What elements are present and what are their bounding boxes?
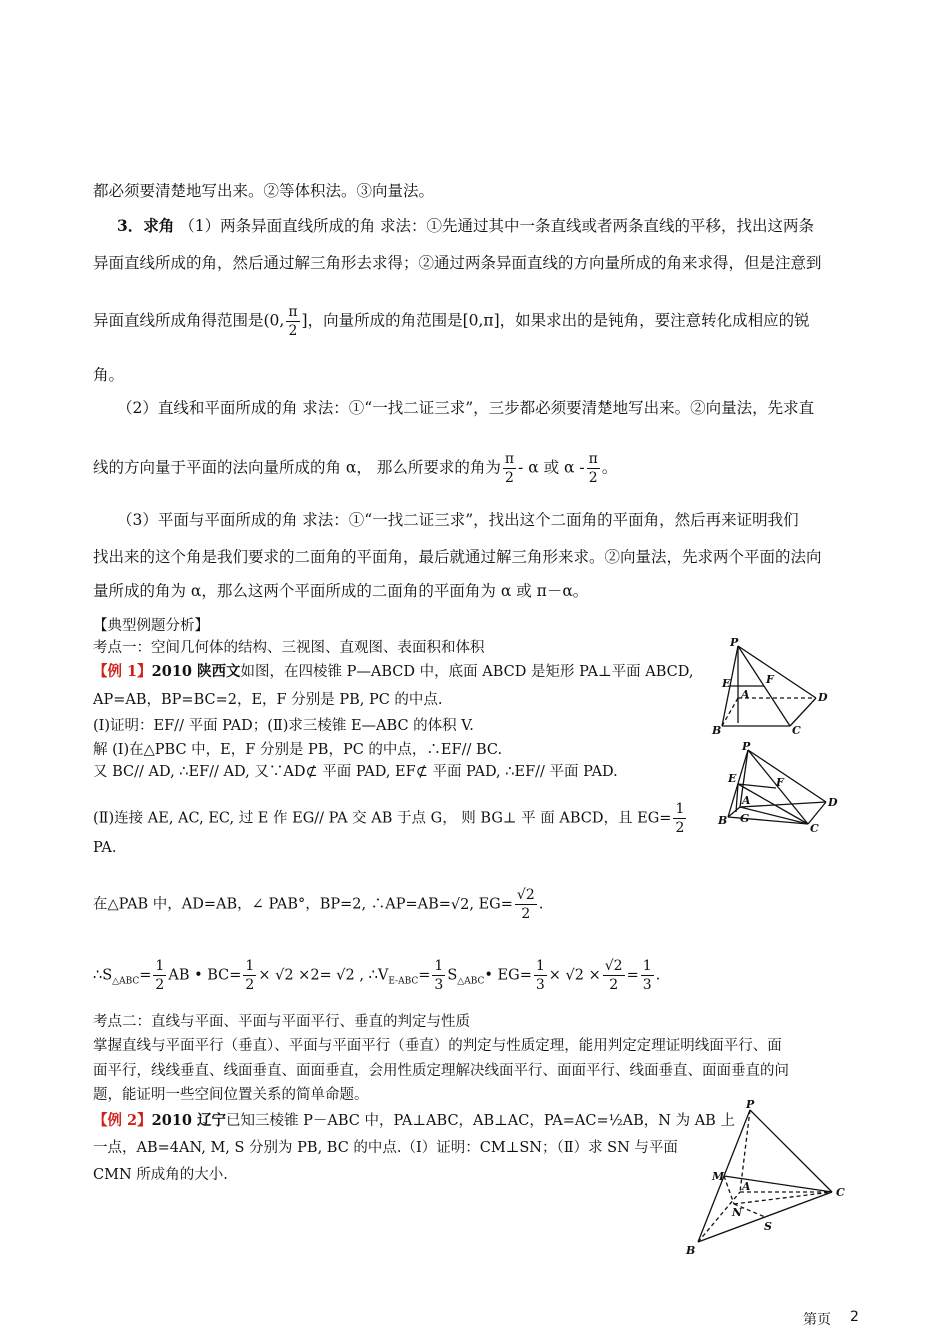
text-span: 。 [601, 458, 618, 477]
numerator: 1 [155, 958, 165, 974]
fraction [503, 450, 516, 487]
text-span: (Ⅱ)连接 AE, AC, EC, 过 E 作 EG// PA 交 AB 于点 G， 则 BG⊥ 平 面 ABCD，且 EG= [93, 810, 672, 827]
point-label: D [818, 691, 828, 704]
fraction [286, 303, 299, 340]
point-label: F [766, 673, 774, 686]
text-span: = [418, 967, 431, 984]
section-heading: 3．求角 [117, 216, 175, 235]
point-label: S [764, 1220, 772, 1233]
text-span: • EG= [484, 967, 532, 984]
text-span: 已知三棱锥 P－ABC 中，PA⊥ABC，AB⊥AC，PA=AC=½AB，N 为 AB 上 [226, 1113, 735, 1129]
text-line: 题，能证明一些空间位置关系的简单命题。 [93, 1087, 369, 1103]
sqrt-expr: √2 [450, 896, 470, 913]
numerator: π [504, 451, 515, 467]
text-span: . [538, 896, 544, 913]
fraction [603, 957, 625, 994]
denominator: 2 [504, 470, 514, 486]
text-line: 都必须要清楚地写出来。②等体积法。③向量法。 [93, 182, 435, 200]
example-line: 又 BC// AD, ∴EF// AD, 又∵AD⊄ 平面 PAD, EF⊄ 平面 PAD, ∴EF// 平面 PAD. [93, 764, 618, 780]
fraction [587, 450, 600, 487]
kaodian-title: 考点二：直线与平面、平面与平面平行、垂直的判定与性质 [93, 1014, 470, 1030]
text-span: S [447, 967, 458, 984]
denominator: 2 [675, 820, 685, 836]
point-label: B [712, 724, 722, 737]
numerator: π [288, 304, 298, 320]
point-label: B [718, 814, 728, 827]
subscript: △ABC [457, 976, 485, 987]
edge [748, 750, 826, 802]
denominator: 2 [288, 323, 298, 339]
point-label: C [836, 1186, 845, 1199]
fraction [673, 800, 686, 837]
example-line: 一点，AB=4AN, M, S 分别为 PB, BC 的中点.（Ⅰ）证明：CM⊥SN；（Ⅱ）求 SN 与平面 [93, 1140, 678, 1156]
denominator: 2 [609, 977, 619, 993]
text-line: 量所成的角为 α，那么这两个平面所成的二面角的平面角为 α 或 π－α。 [93, 582, 589, 600]
example-line [93, 886, 543, 923]
example-line [93, 957, 660, 994]
text-span: ∴S [93, 967, 113, 984]
denominator: 2 [245, 977, 255, 993]
text-line: 找出来的这个角是我们要求的二面角的平面角，最后就通过解三角形来求。②向量法，先求两个平面的法向 [93, 548, 822, 566]
point-label: N [732, 1206, 743, 1219]
point-label: D [828, 796, 838, 809]
example-line [93, 662, 693, 682]
footer-label: 第页 [803, 1312, 831, 1328]
text-line: 角。 [93, 366, 125, 384]
denominator: 3 [642, 977, 652, 993]
text-line: （2）直线和平面所成的角 求法：①“一找二证三求”，三步都必须要清楚地写出来。②向量法，先求直 [117, 399, 815, 417]
fraction [432, 957, 445, 994]
text-span: × √2 ×2= √2 , ∴V [258, 967, 389, 984]
text-line [93, 450, 617, 487]
text-span: （1）两条异面直线所成的角 求法：①先通过其中一条直线或者两条直线的平移，找出这两条 [179, 217, 815, 235]
edge [808, 802, 826, 824]
fraction [515, 886, 537, 923]
text-span: 线的方向量于平面的法向量所成的角 α， 那么所要求的角为 [93, 458, 501, 477]
fraction [641, 957, 654, 994]
point-label: B [686, 1244, 696, 1257]
numerator: √2 [604, 958, 623, 974]
example-line: 解 (Ⅰ)在△PBC 中，E，F 分别是 PB，PC 的中点，∴EF// BC. [93, 742, 503, 758]
fraction [534, 957, 547, 994]
numerator: π [588, 451, 598, 467]
text-line [117, 215, 814, 237]
text-span: . [655, 967, 661, 984]
text-span: = [626, 967, 639, 984]
numerator: 1 [245, 958, 255, 974]
point-label: P [746, 1098, 755, 1111]
point-label: A [742, 794, 751, 807]
text-span: × √2 × [548, 967, 601, 984]
point-label: P [730, 636, 739, 649]
fraction [153, 957, 166, 994]
denominator: 2 [155, 977, 165, 993]
fraction [243, 957, 256, 994]
point-label: G [740, 812, 750, 825]
numerator: 1 [642, 958, 652, 974]
example-line: PA. [93, 840, 117, 856]
kaodian-title: 考点一：空间几何体的结构、三视图、直观图、表面积和体积 [93, 640, 485, 656]
point-label: P [742, 740, 751, 753]
text-span: 在△PAB 中，AD=AB，∠ PAB°，BP=2, ∴AP=AB= [93, 896, 451, 913]
edge [738, 646, 816, 698]
example-line: (Ⅰ)证明：EF// 平面 PAD；(Ⅱ)求三棱锥 E—ABC 的体积 V. [93, 718, 474, 734]
example-tag: 【例 2】 [93, 1112, 152, 1129]
pyramid-figure-2 [710, 742, 840, 834]
numerator: 1 [535, 958, 545, 974]
example-source: 2010 陕西文 [151, 663, 241, 680]
text-span: = [139, 967, 152, 984]
subscript: E-ABC [388, 976, 419, 987]
text-line: 掌握直线与平面平行（垂直）、平面与平面平行（垂直）的判定与性质定理，能用判定定理证明线面平行、面 [93, 1038, 782, 1054]
tetrahedron-figure [680, 1100, 850, 1260]
example-source: 2010 辽宁 [151, 1112, 227, 1129]
section-title: 【典型例题分析】 [93, 618, 209, 634]
denominator: 2 [588, 470, 598, 486]
denominator: 2 [521, 906, 531, 922]
point-label: C [810, 822, 819, 835]
text-span: 如图，在四棱锥 P—ABCD 中，底面 ABCD 是矩形 PA⊥平面 ABCD, [240, 664, 694, 680]
text-span: AB • BC= [168, 967, 242, 984]
point-label: E [722, 677, 731, 690]
edge [724, 1176, 734, 1204]
pyramid-figure-1 [710, 638, 830, 738]
point-label: F [776, 776, 784, 789]
example-tag: 【例 1】 [93, 663, 152, 680]
example-line: CMN 所成角的大小. [93, 1167, 228, 1183]
point-label: M [712, 1170, 725, 1183]
text-span: 异面直线所成角得范围是(0, [93, 311, 285, 330]
text-line: 异面直线所成的角，然后通过解三角形去求得；②通过两条异面直线的方向量所成的角来求得，但是注意到 [93, 254, 822, 272]
point-label: E [728, 772, 737, 785]
subscript: △ABC [112, 976, 140, 987]
numerator: 1 [675, 801, 685, 817]
denominator: 3 [434, 977, 444, 993]
point-label: A [742, 1180, 751, 1193]
example-line: AP=AB，BP=BC=2，E，F 分别是 PB, PC 的中点. [93, 692, 443, 708]
edge [750, 1110, 832, 1192]
point-label: C [792, 724, 801, 737]
edge [740, 802, 826, 807]
example-line [93, 1111, 735, 1131]
denominator: 3 [535, 977, 545, 993]
edge [790, 698, 816, 726]
example-line [93, 800, 688, 837]
text-line: 面平行，线线垂直、线面垂直、面面垂直，会用性质定理解决线面平行、面面平行、线面垂直、面面垂直的问 [93, 1063, 789, 1079]
text-line [93, 303, 810, 340]
numerator: √2 [516, 887, 535, 903]
text-span: , EG= [469, 896, 513, 913]
numerator: 1 [434, 958, 444, 974]
point-label: A [741, 688, 750, 701]
text-span: ]，向量所成的角范围是[0,π]，如果求出的是钝角，要注意转化成相应的锐 [301, 311, 810, 330]
text-line: （3）平面与平面所成的角 求法：①“一找二证三求”，找出这个二面角的平面角，然后再来证明我们 [117, 511, 799, 529]
page-number: 2 [850, 1309, 859, 1325]
text-span: - α 或 α - [518, 458, 585, 477]
